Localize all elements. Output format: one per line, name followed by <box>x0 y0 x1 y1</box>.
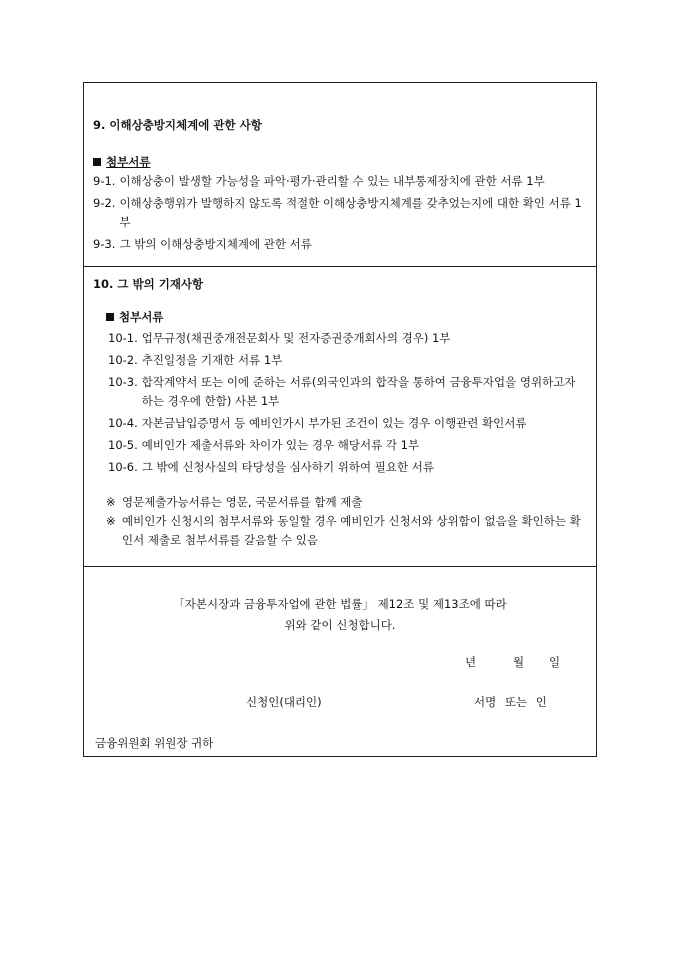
item-text: 그 밖의 이해상충방지체계에 관한 서류 <box>119 237 312 251</box>
section-9-attachments-title <box>93 153 150 172</box>
list-item <box>93 194 587 232</box>
item-text: 이해상충행위가 발행하지 않도록 적절한 이해상충방지체계를 갖추었는지에 대한 확인 서류 1부 <box>119 196 582 229</box>
item-number: 9-2. <box>93 196 116 210</box>
item-text: 그 밖에 신청사실의 타당성을 심사하기 위하여 필요한 서류 <box>141 460 434 474</box>
list-item <box>108 414 588 433</box>
item-text: 업무규정(채권중개전문회사 및 전자증권중개회사의 경우) 1부 <box>141 331 451 345</box>
item-number: 10-5. <box>108 438 138 452</box>
applicant-label: 신청인(대리인) <box>246 695 322 709</box>
date-month: 월 <box>513 655 525 669</box>
application-form <box>83 82 597 757</box>
list-item <box>108 458 588 477</box>
note <box>106 512 588 550</box>
item-text: 예비인가 제출서류와 차이가 있는 경우 해당서류 각 1부 <box>141 438 420 452</box>
addressee: 금융위원회 위원장 귀하 <box>95 736 214 750</box>
note-text: 예비인가 신청시의 첨부서류와 동일할 경우 예비인가 신청서와 상위함이 없음을 확인하는 확인서 제출로 첨부서류를 갈음할 수 있음 <box>122 514 581 547</box>
list-item <box>108 436 588 455</box>
item-text: 합작계약서 또는 이에 준하는 서류(외국인과의 합작을 통하여 금융투자업을 영위하고자 하는 경우에 한함) 사본 1부 <box>141 375 576 408</box>
section-10-attachments-title <box>106 308 163 327</box>
list-item <box>108 351 588 370</box>
signature-section <box>84 567 596 756</box>
square-bullet-icon <box>106 313 114 321</box>
list-item <box>108 373 588 411</box>
section-9-attachment-list <box>93 172 587 257</box>
item-number: 10-2. <box>108 353 138 367</box>
section-10-attachment-list <box>108 329 588 480</box>
section-9-attachments-label: 첨부서류 <box>106 155 151 169</box>
square-bullet-icon <box>93 158 101 166</box>
item-number: 9-3. <box>93 237 116 251</box>
list-item <box>108 329 588 348</box>
date-year: 년 <box>465 655 477 669</box>
item-number: 10-6. <box>108 460 138 474</box>
note-mark: ※ <box>106 495 116 509</box>
note-mark: ※ <box>106 514 116 528</box>
item-number: 10-4. <box>108 416 138 430</box>
date-day: 일 <box>549 655 561 669</box>
date-line <box>465 653 560 672</box>
section-10 <box>84 267 596 567</box>
item-number: 10-1. <box>108 331 138 345</box>
item-number: 9-1. <box>93 174 116 188</box>
note <box>106 493 588 512</box>
note-text: 영문제출가능서류는 영문, 국문서류를 함께 제출 <box>122 495 363 509</box>
apply-statement: 위와 같이 신청합니다. <box>284 618 396 632</box>
section-10-heading: 10. 그 밖의 기재사항 <box>93 277 204 291</box>
item-text: 추진일정을 기재한 서류 1부 <box>141 353 283 367</box>
section-9 <box>84 83 596 267</box>
section-9-heading: 9. 이해상충방지체계에 관한 사항 <box>93 118 262 132</box>
item-text: 자본금납입증명서 등 예비인가시 부가된 조건이 있는 경우 이행관련 확인서류 <box>141 416 527 430</box>
section-10-notes <box>106 493 588 550</box>
item-number: 10-3. <box>108 375 138 389</box>
section-10-attachments-label: 첨부서류 <box>119 310 164 324</box>
list-item <box>93 235 587 254</box>
item-text: 이해상충이 발생할 가능성을 파악·평가·관리할 수 있는 내부통제장치에 관한 서류 1부 <box>119 174 545 188</box>
list-item <box>93 172 587 191</box>
law-reference: 「자본시장과 금융투자업에 관한 법률」 제12조 및 제13조에 따라 <box>173 597 507 611</box>
signature-label: 서명 또는 인 <box>474 695 547 709</box>
